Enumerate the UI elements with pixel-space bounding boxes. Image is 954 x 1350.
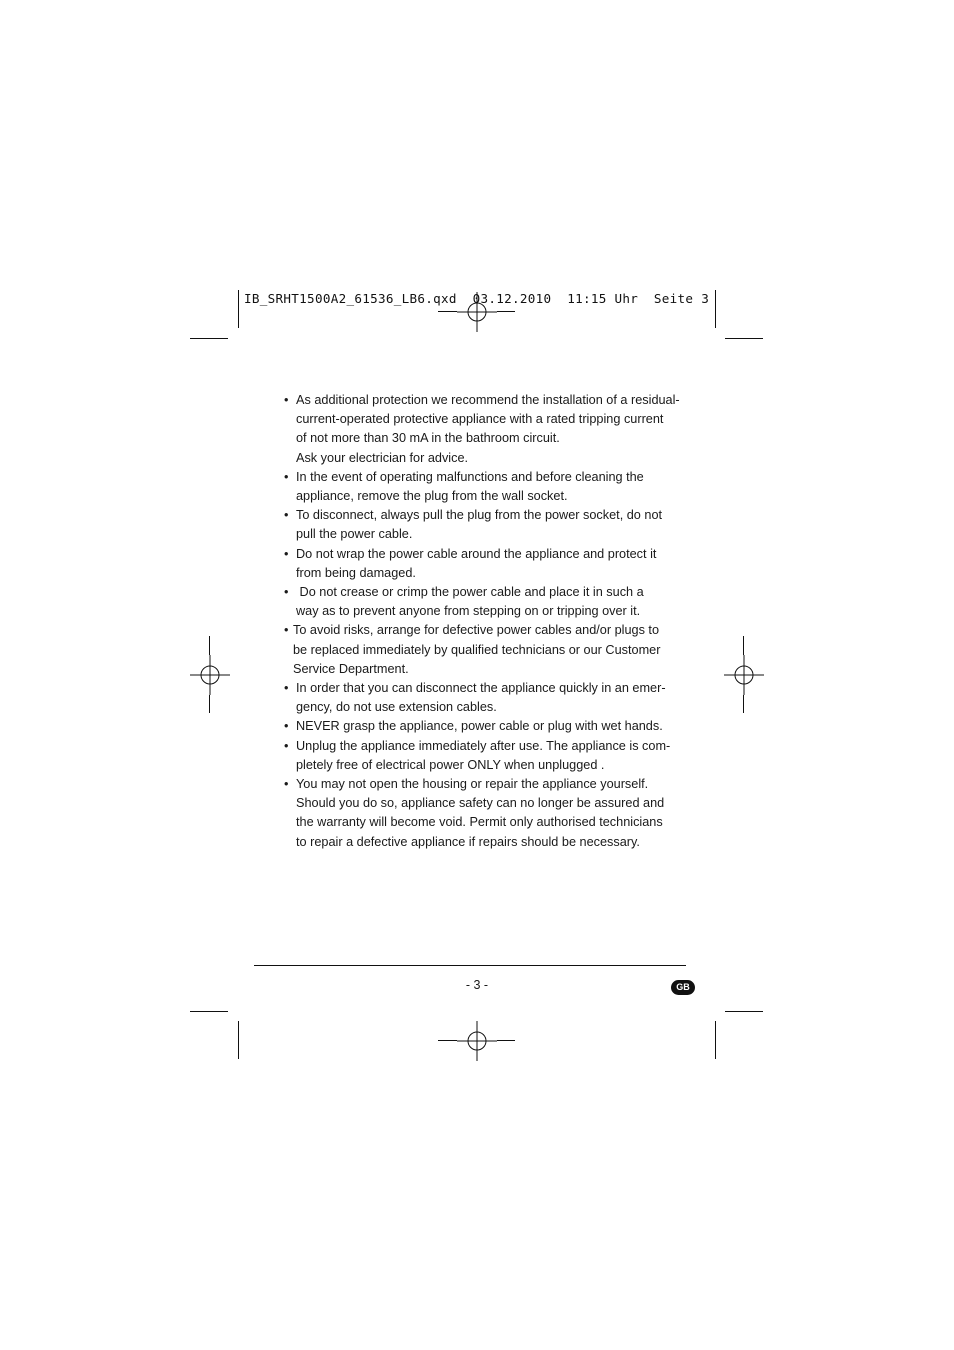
- list-item-line: NEVER grasp the appliance, power cable or plug with wet hands.: [296, 719, 663, 734]
- bullet-icon: •: [284, 585, 289, 600]
- list-item-line: current-operated protective appliance with a rated tripping current: [296, 412, 664, 427]
- list-item: [284, 775, 674, 852]
- list-item: [284, 545, 674, 583]
- list-item: [284, 737, 674, 775]
- list-item-line: To avoid risks, arrange for defective power cables and/or plugs to: [293, 623, 660, 638]
- list-item: [284, 391, 680, 468]
- crop-mark: [238, 290, 239, 328]
- list-item-line: from being damaged.: [296, 565, 416, 580]
- list-item-line: In order that you can disconnect the appliance quickly in an emer-: [296, 681, 666, 696]
- list-item-line: Do not crease or crimp the power cable and place it in such a: [296, 585, 644, 600]
- crosshair-circle-icon: [457, 292, 497, 332]
- bullet-icon: •: [284, 546, 289, 561]
- bullet-icon: •: [284, 393, 289, 407]
- list-item-line: appliance, remove the plug from the wall socket.: [296, 489, 568, 504]
- list-item: [284, 679, 674, 717]
- crop-mark: [725, 338, 763, 339]
- crop-mark: [238, 1021, 239, 1059]
- list-item-line: Ask your electrician for advice.: [296, 450, 469, 465]
- list-item: [284, 468, 674, 506]
- safety-instructions-list: [284, 391, 680, 852]
- list-item: [284, 583, 674, 621]
- crop-mark: [725, 1011, 763, 1012]
- list-item: [284, 717, 674, 736]
- list-item-line: gency, do not use extension cables.: [296, 700, 497, 715]
- list-item-line: Unplug the appliance immediately after use. The appliance is com-: [296, 738, 671, 753]
- crop-mark: [209, 636, 210, 655]
- footer-divider: [254, 965, 686, 966]
- bullet-icon: •: [284, 777, 289, 792]
- list-item-line: way as to prevent anyone from stepping on or tripping over it.: [296, 604, 641, 619]
- crosshair-circle-icon: [457, 1021, 497, 1061]
- list-item: [284, 621, 674, 679]
- language-badge: GB: [671, 980, 695, 995]
- crop-mark: [715, 1021, 716, 1059]
- list-item-line: the warranty will become void. Permit only authorised technicians: [296, 815, 663, 830]
- crop-mark: [190, 1011, 228, 1012]
- list-item-line: Should you do so, appliance safety can no longer be assured and: [296, 796, 665, 811]
- crop-mark: [715, 290, 716, 328]
- bullet-icon: •: [284, 681, 289, 696]
- bullet-icon: •: [284, 719, 289, 734]
- crop-mark: [743, 636, 744, 655]
- list-item-line: Service Department.: [293, 661, 409, 676]
- crop-mark: [190, 338, 228, 339]
- crop-mark: [497, 311, 515, 312]
- crop-mark: [743, 695, 744, 713]
- crop-mark: [209, 695, 210, 713]
- list-item-line: Do not wrap the power cable around the appliance and protect it: [296, 546, 657, 561]
- list-item-line: In the event of operating malfunctions and before cleaning the: [296, 469, 644, 484]
- list-item-line: be replaced immediately by qualified technicians or our Customer: [293, 642, 661, 657]
- list-item-line: to repair a defective appliance if repairs should be necessary.: [296, 834, 640, 849]
- bullet-icon: •: [284, 623, 289, 638]
- list-item-line: of not more than 30 mA in the bathroom circuit.: [296, 431, 560, 446]
- bullet-icon: •: [284, 738, 289, 753]
- crop-mark: [438, 311, 457, 312]
- list-item-line: pull the power cable.: [296, 527, 413, 542]
- bullet-icon: •: [284, 469, 289, 484]
- list-item-line: You may not open the housing or repair the appliance yourself.: [296, 777, 649, 792]
- crosshair-circle-icon: [190, 655, 230, 695]
- page-number: - 3 -: [465, 978, 489, 992]
- slug-filename: IB_SRHT1500A2_61536_LB6.qxd: [244, 291, 457, 306]
- list-item-line: pletely free of electrical power ONLY when unplugged .: [296, 757, 605, 772]
- slug-time: 11:15 Uhr: [567, 291, 639, 306]
- list-item: [284, 506, 674, 544]
- slug-date: 03.12.2010: [472, 291, 552, 306]
- list-item-line: As additional protection we recommend the installation of a residual-: [296, 393, 680, 407]
- bullet-icon: •: [284, 508, 289, 523]
- crop-mark: [438, 1040, 457, 1041]
- list-item-line: To disconnect, always pull the plug from the power socket, do not: [296, 508, 663, 523]
- crosshair-circle-icon: [724, 655, 764, 695]
- slug-page-label: Seite 3: [653, 291, 710, 306]
- crop-mark: [497, 1040, 515, 1041]
